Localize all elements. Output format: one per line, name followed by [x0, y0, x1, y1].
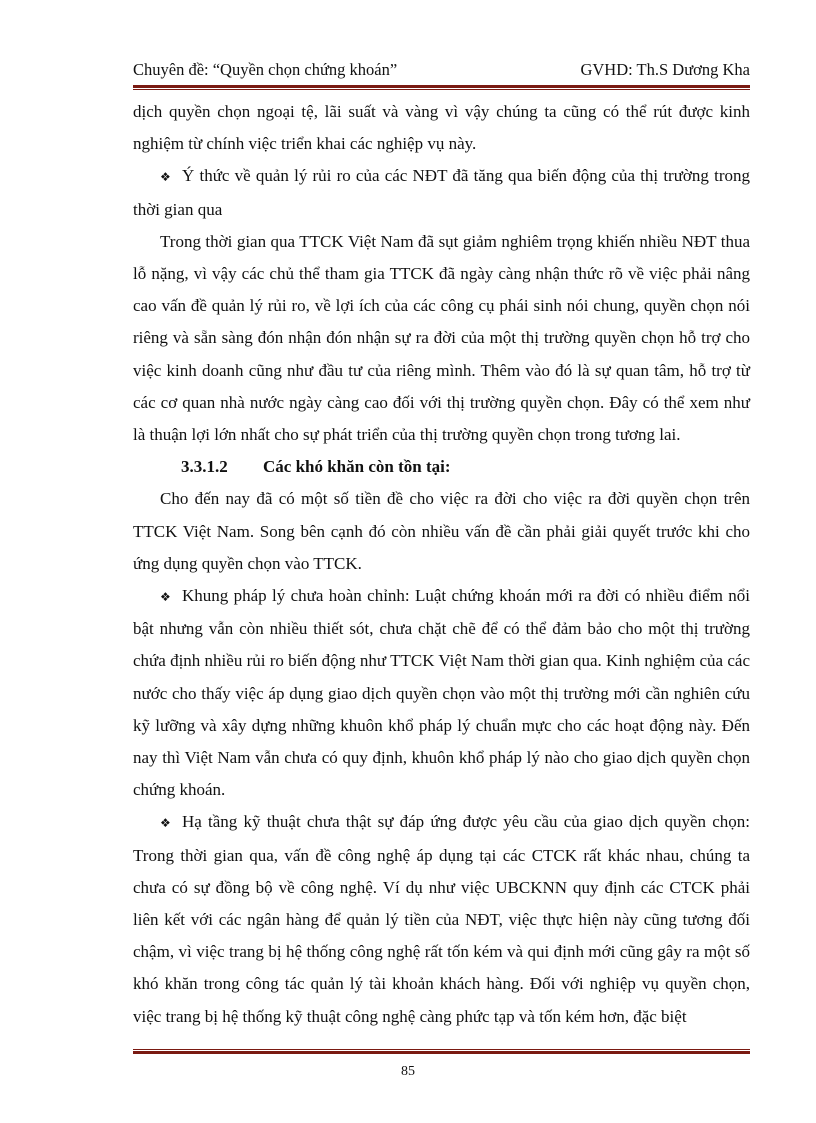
header-rule-thin [133, 89, 750, 90]
subheading [133, 451, 750, 483]
paragraph-preconditions: Cho đến nay đã có một số tiền đề cho việc ra đời cho việc ra đời quyền chọn trên TTCK Việt Nam. Song bên cạnh đó còn nhiều vấn đề cần phải giải quyết trước khi cho ứng dụng quyền chọn vào TTCK. [133, 489, 750, 573]
paragraph-continuation: dịch quyền chọn ngoại tệ, lãi suất và vàng vì vậy chúng ta cũng có thể rút được kinh nghiệm từ chính việc triển khai các nghiệp vụ này. [133, 102, 750, 154]
header-supervisor: GVHD: Th.S Dương Kha [580, 60, 750, 79]
footer-rule-thick [133, 1051, 750, 1054]
diamond-bullet-icon: ❖ [160, 816, 171, 831]
subheading-text: Các khó khăn còn tồn tại: [263, 457, 451, 477]
bullet-item-risk-awareness [133, 160, 750, 225]
header-title: Chuyên đề: “Quyền chọn chứng khoán” [133, 60, 398, 79]
diamond-bullet-icon: ❖ [160, 590, 171, 605]
body-text [133, 96, 750, 1033]
diamond-bullet-icon: ❖ [160, 170, 171, 185]
subheading-number: 3.3.1.2 [181, 457, 228, 477]
bullet-text: Ý thức về quản lý rủi ro của các NĐT đã tăng qua biến động của thị trường trong thời gian qua [133, 166, 750, 219]
page-number: 85 [401, 1064, 415, 1079]
footer-rule-thin [133, 1049, 750, 1050]
page-header [133, 59, 750, 81]
header-rule-thick [133, 85, 750, 88]
header-rule [133, 85, 750, 90]
bullet-item-legal-framework [133, 580, 750, 806]
paragraph-market-decline: Trong thời gian qua TTCK Việt Nam đã sụt giảm nghiêm trọng khiến nhiều NĐT thua lỗ nặng, vì vậy các chủ thể tham gia TTCK đã ngày càng nhận thức rõ về việc phải nâng cao vấn đề quản lý rủi ro, về lợi ích của các công cụ phái sinh nói chung, quyền chọn nói riêng và sẵn sàng đón nhận đón nhận sự ra đời của một thị trường quyền chọn hỗ trợ cho việc kinh doanh cũng như đầu tư của riêng mình. Thêm vào đó là sự quan tâm, hỗ trợ từ các cơ quan nhà nước ngày càng cao đối với thị trường quyền chọn. Đây có thể xem như là thuận lợi lớn nhất cho sự phát triển của thị trường quyền chọn trong tương lai. [133, 231, 750, 445]
footer-rule [133, 1049, 750, 1054]
bullet-text: Khung pháp lý chưa hoàn chỉnh: Luật chứng khoán mới ra đời có nhiều điểm nổi bật nhưng vẫn còn nhiều thiết sót, chưa chặt chẽ để có thể đảm bảo cho một thị trường chứa định nhiều rủi ro biến động như TTCK Việt Nam thời gian qua. Kinh nghiệm của các nước cho thấy việc áp dụng giao dịch quyền chọn vào một thị trường mới cần nghiên cứu kỹ lưỡng và xây dựng những khuôn khổ pháp lý chuẩn mực cho các hoạt động này. Đến nay thì Việt Nam vẫn chưa có quy định, khuôn khổ pháp lý nào cho giao dịch quyền chọn chứng khoán. [133, 586, 750, 800]
bullet-item-infrastructure [133, 806, 750, 1032]
bullet-text: Hạ tầng kỹ thuật chưa thật sự đáp ứng được yêu cầu của giao dịch quyền chọn: Trong thời gian qua, vấn đề công nghệ áp dụng tại các CTCK rất khác nhau, chúng ta chưa có sự đồng bộ về công nghệ. Ví dụ như việc UBCKNN quy định các CTCK phải liên kết với các ngân hàng để quản lý tiền của NĐT, việc thực hiện này cũng tương đối chậm, vì việc trang bị hệ thống công nghệ rất tốn kém và qui định mới cũng gây ra một số khó khăn trong công tác quản lý tài khoản khách hàng. Đối với nghiệp vụ quyền chọn, việc trang bị hệ thống kỹ thuật công nghệ càng phức tạp và tốn kém hơn, đặc biệt [133, 812, 750, 1026]
